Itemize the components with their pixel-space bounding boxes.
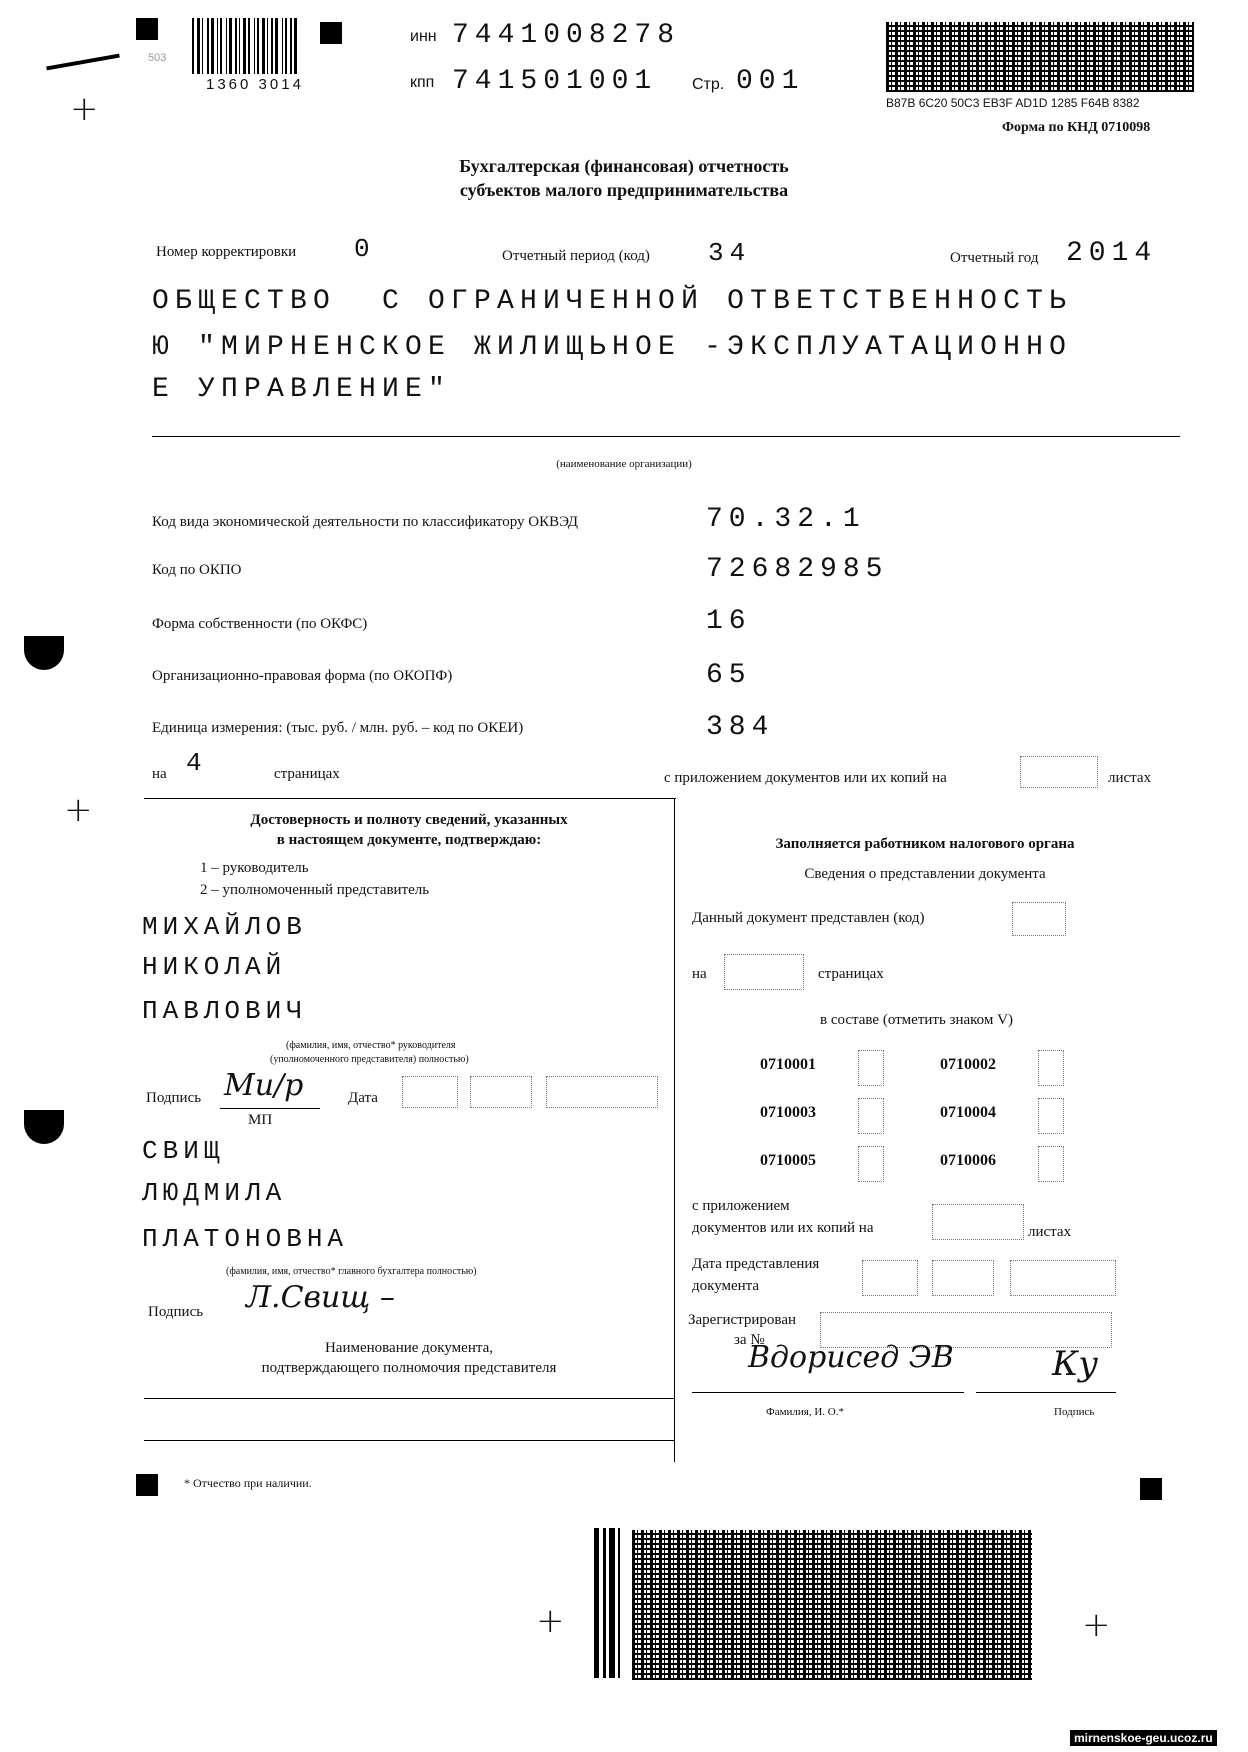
year-label: Отчетный год	[950, 250, 1039, 266]
pen-stroke	[46, 54, 120, 71]
website-watermark: mirnenskoe-geu.ucoz.ru	[1070, 1730, 1217, 1746]
confirm-option2: 2 – уполномоченный представитель	[200, 882, 430, 898]
kpp-value: 741501001	[452, 66, 658, 97]
okpo-value: 72682985	[706, 554, 889, 585]
registration-cross-icon: +	[64, 790, 93, 830]
right-on-label: на	[692, 966, 707, 982]
submission-date-line1: Дата представления	[692, 1256, 820, 1272]
corner-marker-bottom-left	[136, 1474, 158, 1496]
right-attach-sheets-field[interactable]	[932, 1204, 1024, 1240]
right-pages-field[interactable]	[724, 954, 804, 990]
submission-year-field[interactable]	[1010, 1260, 1116, 1296]
right-pages-label: страницах	[818, 966, 884, 982]
officer-sign-caption: Подпись	[1054, 1406, 1095, 1418]
page-value: 001	[736, 66, 805, 97]
year-value: 2014	[1066, 238, 1158, 269]
footnote: * Отчество при наличии.	[184, 1476, 312, 1490]
representative-doc-line2: подтверждающего полномочия представителя	[261, 1360, 557, 1376]
submission-day-field[interactable]	[862, 1260, 918, 1296]
date-label: Дата	[348, 1090, 378, 1106]
org-name-caption: (наименование организации)	[556, 458, 692, 470]
officer-sign-line	[976, 1392, 1116, 1393]
head-name-surname: МИХАЙЛОВ	[142, 912, 307, 942]
section-divider	[144, 798, 676, 799]
okopf-value: 65	[706, 660, 752, 691]
head-name-first: НИКОЛАЙ	[142, 952, 287, 982]
head-name-patronymic: ПАВЛОВИЧ	[142, 996, 307, 1026]
submitted-code-label: Данный документ представлен (код)	[692, 910, 925, 926]
matrix-code-text: B87B 6C20 50C3 EB3F AD1D 1285 F64B 8382	[886, 96, 1140, 110]
form-0710003-checkbox[interactable]	[858, 1098, 884, 1134]
bottom-barcode-bars	[594, 1528, 620, 1678]
form-0710006-label: 0710006	[940, 1152, 996, 1169]
officer-sign-image: Ку	[1052, 1344, 1099, 1384]
accountant-signature-label: Подпись	[148, 1304, 204, 1320]
form-0710006-checkbox[interactable]	[1038, 1146, 1064, 1182]
form-0710005-label: 0710005	[760, 1152, 816, 1169]
submission-date-line2: документа	[692, 1278, 760, 1294]
confirm-line1: Достоверность и полноту сведений, указанных	[250, 812, 568, 828]
attach-sheets-field[interactable]	[1020, 756, 1098, 788]
head-signature-label: Подпись	[146, 1090, 202, 1106]
registered-line2: за №	[734, 1332, 765, 1348]
okfs-label: Форма собственности (по ОКФС)	[152, 616, 368, 632]
org-name-underline	[152, 436, 1180, 437]
registration-cross-icon: +	[536, 1601, 565, 1641]
kpp-label: кпп	[410, 74, 435, 91]
attach-label: с приложением документов или их копий на	[664, 770, 947, 786]
registered-line1: Зарегистрирован	[688, 1312, 797, 1328]
form-0710002-checkbox[interactable]	[1038, 1050, 1064, 1086]
barcode-number: 1360 3014	[206, 76, 304, 93]
date-month-field[interactable]	[470, 1076, 532, 1108]
okpo-label: Код по ОКПО	[152, 562, 242, 578]
officer-signature-image: Вдорисед ЭВ	[748, 1340, 954, 1375]
okopf-label: Организационно-правовая форма (по ОКОПФ)	[152, 668, 453, 684]
form-0710001-label: 0710001	[760, 1056, 816, 1073]
org-name-line1: ОБЩЕСТВО С ОГРАНИЧЕННОЙ ОТВЕТСТВЕННОСТЬ	[152, 286, 1073, 317]
punch-hole-icon	[24, 1110, 64, 1144]
okei-label: Единица измерения: (тыс. руб. / млн. руб. – код по ОКЕИ)	[152, 720, 524, 736]
submitted-code-field[interactable]	[1012, 902, 1066, 936]
right-attach-sheets-label: листах	[1028, 1224, 1072, 1240]
confirm-option1: 1 – руководитель	[200, 860, 309, 876]
form-0710001-checkbox[interactable]	[858, 1050, 884, 1086]
corner-marker-top-mid	[320, 22, 342, 44]
right-attach-line2: документов или их копий на	[692, 1220, 874, 1236]
accountant-patronymic: ПЛАТОНОВНА	[142, 1224, 349, 1254]
head-signature-line	[220, 1108, 320, 1109]
form-code: Форма по КНД 0710098	[1002, 120, 1151, 135]
barcode	[192, 18, 297, 74]
right-attach-line1: с приложением	[692, 1198, 790, 1214]
period-value: 34	[708, 238, 752, 268]
form-0710002-label: 0710002	[940, 1056, 996, 1073]
form-0710004-checkbox[interactable]	[1038, 1098, 1064, 1134]
inn-label: инн	[410, 28, 437, 45]
okfs-value: 16	[706, 606, 752, 637]
corner-marker-top-left	[136, 18, 158, 40]
tax-office-subtitle: Сведения о представлении документа	[804, 866, 1046, 882]
form-0710004-label: 0710004	[940, 1104, 996, 1121]
accountant-surname: СВИЩ	[142, 1136, 225, 1166]
officer-signature-line	[692, 1392, 964, 1393]
representative-doc-line1: Наименование документа,	[324, 1340, 494, 1356]
okved-label: Код вида экономической деятельности по классификатору ОКВЭД	[152, 514, 578, 530]
inn-value: 7441008278	[452, 20, 681, 51]
tax-office-title: Заполняется работником налогового органа	[775, 836, 1075, 852]
attach-sheets-label: листах	[1108, 770, 1152, 786]
matrix-barcode	[886, 22, 1194, 92]
page-title-line2: субъектов малого предпринимательства	[459, 180, 789, 200]
composition-label: в составе (отметить знаком V)	[820, 1012, 1013, 1028]
confirm-line2: в настоящем документе, подтверждаю:	[276, 832, 542, 848]
section-divider	[144, 1398, 674, 1399]
page-title-line1: Бухгалтерская (финансовая) отчетность	[459, 156, 789, 176]
section-divider	[144, 1440, 674, 1441]
head-caption-line2: (уполномоченного представителя) полностью)	[270, 1054, 469, 1065]
corner-marker-bottom-right	[1140, 1478, 1162, 1500]
pages-count: 4	[186, 748, 208, 778]
accountant-signature-image: Л.Свищ –	[246, 1280, 395, 1315]
form-0710003-label: 0710003	[760, 1104, 816, 1121]
officer-fio-caption: Фамилия, И. О.*	[766, 1406, 844, 1418]
submission-month-field[interactable]	[932, 1260, 994, 1296]
correction-label: Номер корректировки	[156, 244, 297, 260]
period-label: Отчетный период (код)	[502, 248, 650, 264]
correction-value: 0	[354, 234, 376, 264]
bottom-matrix-barcode	[632, 1530, 1032, 1680]
date-year-field[interactable]	[546, 1076, 658, 1108]
registration-cross-icon: +	[1082, 1605, 1111, 1645]
org-name-line3: Е УПРАВЛЕНИЕ"	[152, 374, 452, 405]
head-signature-image: Ми/р	[224, 1068, 304, 1103]
stamp-place-label: МП	[248, 1112, 273, 1128]
accountant-first-name: ЛЮДМИЛА	[142, 1178, 287, 1208]
barcode-small-text: 503	[148, 52, 167, 64]
form-0710005-checkbox[interactable]	[858, 1146, 884, 1182]
okei-value: 384	[706, 712, 775, 743]
registration-cross-icon: +	[70, 89, 99, 129]
okved-value: 70.32.1	[706, 504, 866, 535]
date-day-field[interactable]	[402, 1076, 458, 1108]
punch-hole-icon	[24, 636, 64, 670]
section-divider-vertical	[674, 798, 675, 1462]
page-label: Стр.	[692, 76, 725, 93]
pages-prefix: на	[152, 766, 167, 782]
accountant-caption: (фамилия, имя, отчество* главного бухгалтера полностью)	[226, 1266, 477, 1277]
pages-label: страницах	[274, 766, 340, 782]
head-caption-line1: (фамилия, имя, отчество* руководителя	[286, 1040, 456, 1051]
org-name-line2: Ю "МИРНЕНСКОЕ ЖИЛИЩЬНОЕ -ЭКСПЛУАТАЦИОННО	[152, 332, 1073, 363]
